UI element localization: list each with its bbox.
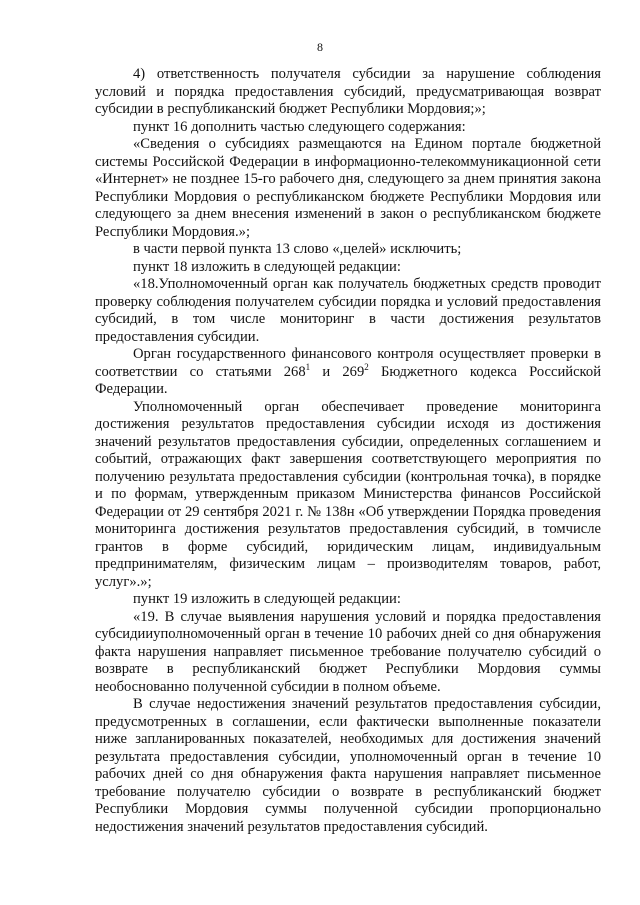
paragraph-point-18-text: «18.Уполномоченный орган как получатель бюджетных средств проводит проверку соблюдения получателем субсидии порядка и условий предоставления субсидий, в том числе мониторинг в части достижения результатов предоставления субсидии. — [95, 276, 601, 345]
financial-control-text-a: Орган государственного финансового контроля осуществляет проверки в соответствии со статьями 268 — [95, 346, 601, 380]
paragraph-amend-point-16: пункт 16 дополнить частью следующего содержания: — [133, 118, 466, 135]
paragraph-point-18-intro: пункт 18 изложить в следующей редакции: — [133, 258, 401, 275]
paragraph-point-19-intro: пункт 19 изложить в следующей редакции: — [133, 591, 401, 607]
page-number: 8 — [317, 40, 323, 54]
paragraph-point-19-text: «19. В случае выявления нарушения условий и порядка предоставления субсидииуполномоченный орган в течение 10 рабочих дней со дня обнаружения факта нарушения направляет письменное требование получателю субсидий о возврате в республиканский бюджет Республики Мордовия суммы необоснованно полученной субсидии в полном объеме. — [95, 608, 601, 695]
financial-control-text-b: и 269 — [310, 363, 365, 380]
superscript-1: 1 — [305, 361, 311, 372]
paragraph-financial-control — [95, 346, 601, 399]
financial-control-text-c: Бюджетного кодекса Российской Федерации. — [95, 363, 602, 397]
paragraph-monitoring: Уполномоченный орган обеспечивает проведение мониторинга достижения результатов предоставления субсидии исходя из достижения значений результатов предоставления субсидии, определенных соглашением и событий, отражающих факт завершения соответствующего мероприятия по получению результата предоставления субсидии (контрольная точка), в порядке и по формам, утвержденным приказом Министерства финансов Российской Федерации от 29 сентября 2021 г. № 138н «Об утверждении Порядка проведения мониторинга достижения результатов предоставления субсидий, в томчисле грантов в форме субсидий, юридическим лицам, индивидуальным предпринимателям, физическим лицам – производителям товаров, работ, услуг».»; — [95, 398, 601, 590]
paragraph-subsidy-info-portal: «Сведения о субсидиях размещаются на Едином портале бюджетной системы Российской Федерации в информационно-телекоммуникационной сети «Интернет» не позднее 15-го рабочего дня, следующего за днем принятия закона Республики Мордовия о республиканском бюджете Республики Мордовия или следующего за днем внесения изменений в закон о республиканском бюджете Республики Мордовия.»; — [95, 136, 601, 240]
superscript-2: 2 — [364, 361, 369, 372]
paragraph-responsibility-item: 4) ответственность получателя субсидии за нарушение соблюдения условий и порядка предоставления субсидий, предусматривающая возврат субсидии в республиканский бюджет Республики Мордовия;»; — [95, 66, 601, 117]
paragraph-point-13-change: в части первой пункта 13 слово «,целей» исключить; — [133, 241, 462, 257]
document-body — [95, 66, 601, 836]
paragraph-non-achievement: В случае недостижения значений результатов предоставления субсидии, предусмотренных в соглашении, если фактически выполненные показатели ниже запланированных показателей, необходимых для достижения значений результата предоставления субсидии, уполномоченный орган в течение 10 рабочих дней со дня обнаружения факта нарушения направляет письменное требование получателю субсидии о возврате в республиканский бюджет Республики Мордовия суммы полученной субсидии пропорционально недостижения значений результатов предоставления субсидий. — [95, 696, 601, 835]
